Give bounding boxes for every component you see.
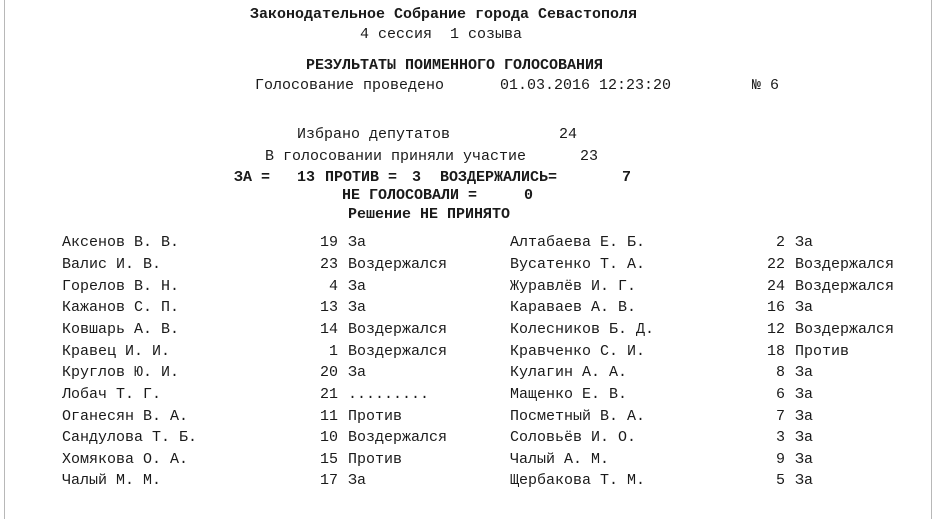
deputy-name: Валис И. В.: [62, 256, 162, 273]
deputy-name: Журавлёв И. Г.: [510, 278, 637, 295]
seat-number: 24: [766, 278, 785, 295]
seat-number: 5: [775, 472, 785, 489]
deputy-name: Кравец И. И.: [62, 343, 171, 360]
vote-result: За: [795, 364, 814, 381]
elected-label: Избрано депутатов: [297, 126, 451, 143]
held-label: Голосование проведено: [255, 77, 445, 94]
seat-number: 19: [319, 234, 338, 251]
seat-number: 17: [319, 472, 338, 489]
vote-row: [0, 470, 936, 492]
vote-row: [0, 254, 936, 276]
seat-number: 16: [766, 299, 785, 316]
vote-result: Воздержался: [348, 256, 448, 273]
vote-result: Воздержался: [795, 256, 895, 273]
vote-row: [0, 319, 936, 341]
vote-result: За: [348, 278, 367, 295]
vote-datetime: 01.03.2016 12:23:20: [500, 77, 672, 94]
deputy-name: Кравченко С. И.: [510, 343, 646, 360]
vote-result: За: [348, 299, 367, 316]
vote-result: За: [795, 451, 814, 468]
vote-result: Воздержался: [795, 278, 895, 295]
vote-result: За: [795, 299, 814, 316]
vote-result: За: [348, 234, 367, 251]
seat-number: 6: [775, 386, 785, 403]
vote-result: Воздержался: [348, 343, 448, 360]
seat-number: 14: [319, 321, 338, 338]
abstained-value: 7: [622, 169, 632, 186]
participated-label: В голосовании приняли участие: [265, 148, 527, 165]
seat-number: 1: [328, 343, 338, 360]
deputy-name: Вусатенко Т. А.: [510, 256, 646, 273]
seat-number: 4: [328, 278, 338, 295]
seat-number: 13: [319, 299, 338, 316]
seat-number: 18: [766, 343, 785, 360]
vote-row: [0, 406, 936, 428]
org-title: Законодательное Собрание города Севастополя: [250, 6, 638, 23]
vote-row: [0, 449, 936, 471]
vote-result: За: [795, 472, 814, 489]
vote-result: За: [348, 364, 367, 381]
deputy-name: Алтабаева Е. Б.: [510, 234, 646, 251]
vote-result: Воздержался: [348, 321, 448, 338]
against-value: 3: [412, 169, 422, 186]
deputy-name: Чалый А. М.: [510, 451, 610, 468]
vote-row: [0, 384, 936, 406]
not-voted-value: 0: [524, 187, 534, 204]
document-title: РЕЗУЛЬТАТЫ ПОИМЕННОГО ГОЛОСОВАНИЯ: [306, 57, 604, 74]
deputy-name: Щербакова Т. М.: [510, 472, 646, 489]
vote-result: Воздержался: [348, 429, 448, 446]
deputy-name: Чалый М. М.: [62, 472, 162, 489]
deputy-name: Колесников Б. Д.: [510, 321, 655, 338]
deputy-name: Караваев А. В.: [510, 299, 637, 316]
vote-result: За: [348, 472, 367, 489]
seat-number: 10: [319, 429, 338, 446]
vote-row: [0, 232, 936, 254]
vote-result: Против: [795, 343, 850, 360]
vote-row: [0, 341, 936, 363]
session-subtitle: 4 сессия 1 созыва: [360, 26, 523, 43]
deputy-name: Лобач Т. Г.: [62, 386, 162, 403]
participated-value: 23: [580, 148, 599, 165]
vote-result: За: [795, 386, 814, 403]
elected-value: 24: [559, 126, 578, 143]
seat-number: 7: [775, 408, 785, 425]
deputy-name: Аксенов В. В.: [62, 234, 180, 251]
deputy-name: Круглов Ю. И.: [62, 364, 180, 381]
seat-number: 15: [319, 451, 338, 468]
abstained-label: ВОЗДЕРЖАЛИСЬ=: [440, 169, 558, 186]
vote-result: .........: [348, 386, 430, 403]
deputy-name: Сандулова Т. Б.: [62, 429, 198, 446]
vote-result: За: [795, 429, 814, 446]
vote-row: [0, 276, 936, 298]
not-voted-label: НЕ ГОЛОСОВАЛИ =: [342, 187, 478, 204]
vote-row: [0, 297, 936, 319]
decision-text: Решение НЕ ПРИНЯТО: [348, 206, 511, 223]
deputy-name: Горелов В. Н.: [62, 278, 180, 295]
deputy-name: Кажанов С. П.: [62, 299, 180, 316]
vote-result: За: [795, 408, 814, 425]
deputy-name: Хомякова О. А.: [62, 451, 189, 468]
vote-result: Воздержался: [795, 321, 895, 338]
seat-number: 21: [319, 386, 338, 403]
deputy-name: Посметный В. А.: [510, 408, 646, 425]
against-label: ПРОТИВ =: [325, 169, 398, 186]
deputy-name: Кулагин А. А.: [510, 364, 628, 381]
seat-number: 20: [319, 364, 338, 381]
vote-result: Против: [348, 408, 403, 425]
seat-number: 3: [775, 429, 785, 446]
za-label: ЗА =: [234, 169, 271, 186]
vote-result: За: [795, 234, 814, 251]
seat-number: 8: [775, 364, 785, 381]
deputy-name: Мащенко Е. В.: [510, 386, 628, 403]
seat-number: 22: [766, 256, 785, 273]
deputy-name: Соловьёв И. О.: [510, 429, 637, 446]
vote-number: № 6: [752, 77, 780, 94]
seat-number: 2: [775, 234, 785, 251]
deputy-name: Оганесян В. А.: [62, 408, 189, 425]
seat-number: 9: [775, 451, 785, 468]
vote-result: Против: [348, 451, 403, 468]
seat-number: 12: [766, 321, 785, 338]
deputy-name: Ковшарь А. В.: [62, 321, 180, 338]
seat-number: 11: [319, 408, 338, 425]
seat-number: 23: [319, 256, 338, 273]
za-value: 13: [297, 169, 316, 186]
vote-row: [0, 427, 936, 449]
vote-row: [0, 362, 936, 384]
